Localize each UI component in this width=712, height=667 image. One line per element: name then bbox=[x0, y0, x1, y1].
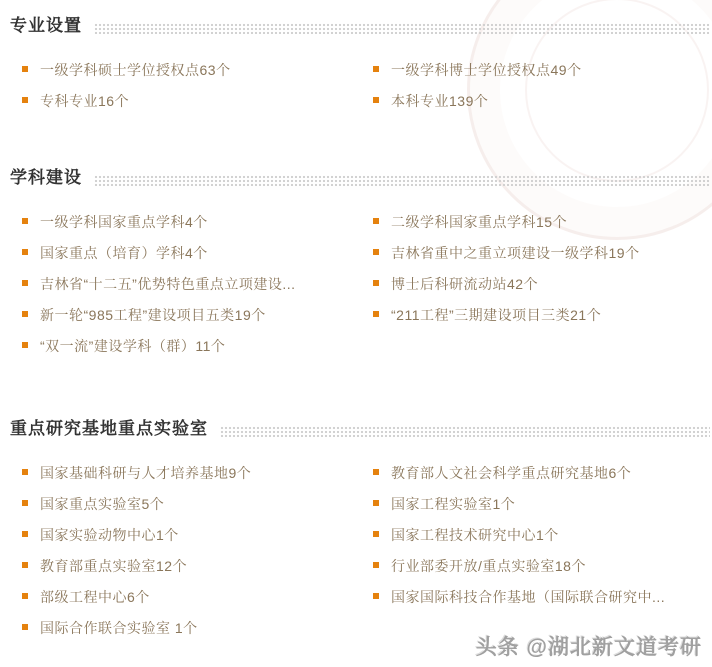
dotted-divider bbox=[94, 175, 710, 186]
section-title: 学科建设 bbox=[10, 168, 82, 187]
stat-item[interactable] bbox=[10, 330, 361, 361]
square-bullet-icon bbox=[22, 562, 28, 568]
stat-item-label: 二级学科国家重点学科15个 bbox=[391, 213, 568, 230]
stat-item-label: 国家国际科技合作基地（国际联合研究中... bbox=[391, 588, 666, 605]
stat-item[interactable] bbox=[361, 85, 712, 116]
stat-item-label: 本科专业139个 bbox=[391, 92, 489, 109]
two-column-list bbox=[10, 206, 712, 361]
stat-item-label: 教育部人文社会科学重点研究基地6个 bbox=[391, 464, 632, 481]
square-bullet-icon bbox=[373, 280, 379, 286]
toutiao-watermark: 头条 @湖北新文道考研 bbox=[475, 636, 702, 659]
square-bullet-icon bbox=[373, 562, 379, 568]
square-bullet-icon bbox=[22, 531, 28, 537]
square-bullet-icon bbox=[22, 280, 28, 286]
square-bullet-icon bbox=[22, 218, 28, 224]
stat-item[interactable] bbox=[361, 519, 712, 550]
two-column-list bbox=[10, 457, 712, 643]
stat-item-label: 国家实验动物中心1个 bbox=[40, 526, 179, 543]
square-bullet-icon bbox=[373, 311, 379, 317]
section-header bbox=[10, 14, 712, 38]
square-bullet-icon bbox=[373, 97, 379, 103]
stat-item-label: 部级工程中心6个 bbox=[40, 588, 150, 605]
stat-item-label: 行业部委开放/重点实验室18个 bbox=[391, 557, 586, 574]
stat-item[interactable] bbox=[10, 519, 361, 550]
section-title: 专业设置 bbox=[10, 16, 82, 35]
square-bullet-icon bbox=[373, 593, 379, 599]
square-bullet-icon bbox=[373, 249, 379, 255]
stat-item[interactable] bbox=[10, 54, 361, 85]
stats-content bbox=[10, 14, 712, 643]
stat-item-label: 一级学科硕士学位授权点63个 bbox=[40, 61, 231, 78]
stat-item[interactable] bbox=[361, 54, 712, 85]
stat-item[interactable] bbox=[10, 85, 361, 116]
left-column bbox=[10, 54, 361, 116]
stat-item-label: 一级学科博士学位授权点49个 bbox=[391, 61, 582, 78]
stat-item-label: 专科专业16个 bbox=[40, 92, 130, 109]
section-header bbox=[10, 417, 712, 441]
stat-item[interactable] bbox=[361, 268, 712, 299]
square-bullet-icon bbox=[22, 342, 28, 348]
square-bullet-icon bbox=[373, 469, 379, 475]
stat-item-label: 吉林省重中之重立项建设一级学科19个 bbox=[391, 244, 640, 261]
stat-item[interactable] bbox=[10, 488, 361, 519]
square-bullet-icon bbox=[22, 311, 28, 317]
stat-item-label: 国家重点实验室5个 bbox=[40, 495, 165, 512]
left-column bbox=[10, 457, 361, 643]
stat-item-label: 国家工程技术研究中心1个 bbox=[391, 526, 559, 543]
stat-item[interactable] bbox=[361, 237, 712, 268]
stat-item[interactable] bbox=[361, 299, 712, 330]
section-header bbox=[10, 166, 712, 190]
stat-item[interactable] bbox=[10, 581, 361, 612]
square-bullet-icon bbox=[22, 66, 28, 72]
square-bullet-icon bbox=[373, 500, 379, 506]
section-xueke-jianshe bbox=[10, 166, 712, 361]
square-bullet-icon bbox=[22, 500, 28, 506]
stat-item[interactable] bbox=[361, 488, 712, 519]
dotted-divider bbox=[94, 23, 710, 34]
stat-item[interactable] bbox=[10, 457, 361, 488]
square-bullet-icon bbox=[22, 249, 28, 255]
stat-item-label: “双一流”建设学科（群）11个 bbox=[40, 337, 226, 354]
square-bullet-icon bbox=[22, 97, 28, 103]
stat-item[interactable] bbox=[10, 268, 361, 299]
stat-item-label: 国际合作联合实验室 1个 bbox=[40, 619, 198, 636]
stat-item[interactable] bbox=[361, 581, 712, 612]
stat-item[interactable] bbox=[10, 299, 361, 330]
square-bullet-icon bbox=[373, 218, 379, 224]
right-column bbox=[361, 457, 712, 643]
stat-item-label: 吉林省“十二五”优势特色重点立项建设... bbox=[40, 275, 296, 292]
stat-item[interactable] bbox=[361, 550, 712, 581]
stat-item[interactable] bbox=[10, 550, 361, 581]
section-title: 重点研究基地重点实验室 bbox=[10, 419, 208, 438]
two-column-list bbox=[10, 54, 712, 116]
stat-item-label: 一级学科国家重点学科4个 bbox=[40, 213, 208, 230]
square-bullet-icon bbox=[373, 531, 379, 537]
stat-item[interactable] bbox=[10, 612, 361, 643]
section-zhuanye-shezhi bbox=[10, 14, 712, 116]
stat-item-label: “211工程”三期建设项目三类21个 bbox=[391, 306, 602, 323]
stat-item-label: 教育部重点实验室12个 bbox=[40, 557, 188, 574]
right-column bbox=[361, 206, 712, 361]
left-column bbox=[10, 206, 361, 361]
stat-item[interactable] bbox=[361, 457, 712, 488]
stat-item-label: 国家基础科研与人才培养基地9个 bbox=[40, 464, 252, 481]
square-bullet-icon bbox=[373, 66, 379, 72]
square-bullet-icon bbox=[22, 593, 28, 599]
dotted-divider bbox=[220, 426, 710, 437]
stat-item[interactable] bbox=[10, 206, 361, 237]
stat-item-label: 国家重点（培育）学科4个 bbox=[40, 244, 208, 261]
stat-item-label: 新一轮“985工程”建设项目五类19个 bbox=[40, 306, 266, 323]
square-bullet-icon bbox=[22, 469, 28, 475]
stat-item[interactable] bbox=[361, 206, 712, 237]
stat-item-label: 博士后科研流动站42个 bbox=[391, 275, 539, 292]
stat-item-label: 国家工程实验室1个 bbox=[391, 495, 516, 512]
right-column bbox=[361, 54, 712, 116]
square-bullet-icon bbox=[22, 624, 28, 630]
stat-item[interactable] bbox=[10, 237, 361, 268]
section-zhongdian-jidi-shiyanshi bbox=[10, 417, 712, 643]
